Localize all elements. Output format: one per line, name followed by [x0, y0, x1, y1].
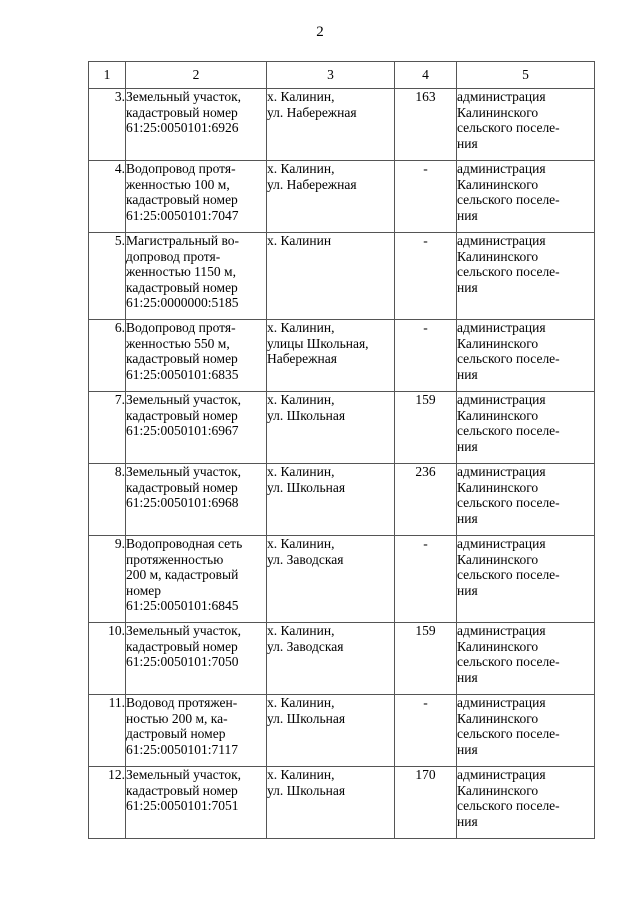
owner-line: Калининского: [457, 248, 539, 264]
address-line: ул. Школьная: [267, 782, 346, 798]
address-cell: [267, 320, 395, 392]
owner-cell: [457, 695, 595, 767]
page-number: 2: [316, 24, 324, 40]
object-name-line: Водовод протяжен-: [126, 695, 238, 710]
object-name-cell: [126, 89, 267, 161]
address-line: х. Калинин,: [267, 767, 335, 782]
address-line: ул. Школьная: [267, 479, 346, 495]
table-body: [89, 89, 595, 839]
owner-line: администрация: [457, 695, 546, 710]
object-name-cell: [126, 320, 267, 392]
object-name-cell: [126, 536, 267, 623]
object-name-line: 61:25:0050101:6968: [126, 495, 239, 511]
row-number: 3.: [89, 89, 126, 161]
object-name-cell: [126, 161, 267, 233]
owner-line: администрация: [457, 536, 546, 551]
object-name-line: Водопроводная сеть: [126, 536, 243, 551]
address-line: х. Калинин,: [267, 695, 335, 710]
object-name-cell: [126, 392, 267, 464]
address-cell: [267, 464, 395, 536]
address-line: ул. Заводская: [267, 551, 344, 567]
owner-line: сельского поселе-: [457, 351, 560, 367]
owner-line: сельского поселе-: [457, 264, 560, 280]
address-line: ул. Набережная: [267, 176, 357, 192]
table-row: [89, 320, 595, 392]
address-line: х. Калинин,: [267, 392, 335, 407]
owner-cell: [457, 464, 595, 536]
table-row: [89, 767, 595, 839]
owner-line: Калининского: [457, 710, 539, 726]
header-row: [89, 62, 595, 89]
table-row: [89, 695, 595, 767]
address-line: улицы Школьная,: [267, 335, 369, 351]
owner-line: сельского поселе-: [457, 567, 560, 583]
owner-line: ния: [457, 207, 478, 223]
address-line: ул. Школьная: [267, 710, 346, 726]
area-cell: -: [395, 233, 457, 320]
row-number: 8.: [89, 464, 126, 536]
owner-cell: [457, 89, 595, 161]
object-name-line: 61:25:0050101:7047: [126, 207, 239, 223]
owner-line: ния: [457, 741, 478, 757]
owner-line: Калининского: [457, 407, 539, 423]
owner-line: ния: [457, 279, 478, 295]
owner-line: Калининского: [457, 176, 539, 192]
object-name-cell: [126, 623, 267, 695]
row-number: 6.: [89, 320, 126, 392]
object-name-line: женностью 550 м,: [126, 335, 230, 351]
owner-line: Калининского: [457, 479, 539, 495]
column-header-5: 5: [457, 62, 595, 89]
object-name-line: допровод протя-: [126, 248, 221, 264]
owner-line: сельского поселе-: [457, 798, 560, 814]
row-number: 11.: [89, 695, 126, 767]
area-cell: 159: [395, 392, 457, 464]
row-number: 10.: [89, 623, 126, 695]
address-line: х. Калинин,: [267, 536, 335, 551]
object-name-line: ностью 200 м, ка-: [126, 710, 228, 726]
owner-line: администрация: [457, 623, 546, 638]
column-header-3: 3: [267, 62, 395, 89]
owner-line: Калининского: [457, 104, 539, 120]
owner-line: администрация: [457, 464, 546, 479]
address-line: ул. Школьная: [267, 407, 346, 423]
object-name-line: кадастровый номер: [126, 782, 238, 798]
object-name-line: женностью 1150 м,: [126, 264, 236, 280]
object-name-line: кадастровый номер: [126, 407, 238, 423]
object-name-cell: [126, 464, 267, 536]
address-cell: [267, 695, 395, 767]
owner-cell: [457, 161, 595, 233]
object-name-cell: [126, 767, 267, 839]
owner-cell: [457, 320, 595, 392]
owner-cell: [457, 623, 595, 695]
row-number: 9.: [89, 536, 126, 623]
object-name-line: 61:25:0000000:5185: [126, 295, 239, 311]
address-cell: [267, 89, 395, 161]
area-cell: -: [395, 695, 457, 767]
owner-cell: [457, 392, 595, 464]
area-cell: -: [395, 161, 457, 233]
object-name-line: Земельный участок,: [126, 464, 242, 479]
owner-line: администрация: [457, 161, 546, 176]
owner-line: Калининского: [457, 638, 539, 654]
address-line: х. Калинин,: [267, 320, 335, 335]
owner-cell: [457, 536, 595, 623]
address-line: Набережная: [267, 351, 337, 367]
object-name-line: дастровый номер: [126, 726, 226, 742]
address-line: ул. Набережная: [267, 104, 357, 120]
object-name-line: протяженностью: [126, 551, 224, 567]
area-cell: 236: [395, 464, 457, 536]
object-name-line: 200 м, кадастровый: [126, 567, 239, 583]
owner-line: ния: [457, 135, 478, 151]
owner-line: сельского поселе-: [457, 423, 560, 439]
property-registry-table: [88, 61, 595, 839]
object-name-line: кадастровый номер: [126, 279, 238, 295]
address-line: ул. Заводская: [267, 638, 344, 654]
object-name-line: 61:25:0050101:7050: [126, 654, 239, 670]
owner-line: сельского поселе-: [457, 120, 560, 136]
object-name-line: Земельный участок,: [126, 767, 242, 782]
owner-line: ния: [457, 669, 478, 685]
object-name-line: кадастровый номер: [126, 638, 238, 654]
owner-line: сельского поселе-: [457, 495, 560, 511]
object-name-line: кадастровый номер: [126, 351, 238, 367]
column-header-4: 4: [395, 62, 457, 89]
object-name-line: 61:25:0050101:6926: [126, 120, 239, 136]
owner-line: ния: [457, 813, 478, 829]
area-cell: 163: [395, 89, 457, 161]
table-row: [89, 623, 595, 695]
object-name-line: 61:25:0050101:6835: [126, 366, 239, 382]
address-cell: [267, 161, 395, 233]
column-header-1: 1: [89, 62, 126, 89]
object-name-cell: [126, 695, 267, 767]
area-cell: -: [395, 536, 457, 623]
owner-line: администрация: [457, 233, 546, 248]
owner-cell: [457, 233, 595, 320]
object-name-line: кадастровый номер: [126, 479, 238, 495]
owner-line: сельского поселе-: [457, 654, 560, 670]
owner-line: ния: [457, 366, 478, 382]
owner-line: администрация: [457, 89, 546, 104]
address-cell: [267, 536, 395, 623]
object-name-line: 61:25:0050101:7117: [126, 741, 239, 757]
area-cell: 170: [395, 767, 457, 839]
area-cell: 159: [395, 623, 457, 695]
object-name-line: Земельный участок,: [126, 89, 242, 104]
owner-line: администрация: [457, 767, 546, 782]
table-row: [89, 233, 595, 320]
object-name-line: Водопровод протя-: [126, 161, 236, 176]
address-line: х. Калинин,: [267, 161, 335, 176]
table-row: [89, 392, 595, 464]
area-cell: -: [395, 320, 457, 392]
object-name-line: Земельный участок,: [126, 623, 242, 638]
owner-line: Калининского: [457, 551, 539, 567]
owner-cell: [457, 767, 595, 839]
owner-line: ния: [457, 438, 478, 454]
object-name-line: 61:25:0050101:7051: [126, 798, 239, 814]
owner-line: Калининского: [457, 335, 539, 351]
address-line: х. Калинин,: [267, 623, 335, 638]
table-row: [89, 89, 595, 161]
row-number: 4.: [89, 161, 126, 233]
address-line: х. Калинин: [267, 233, 332, 248]
owner-line: ния: [457, 510, 478, 526]
object-name-line: женностью 100 м,: [126, 176, 230, 192]
table-row: [89, 161, 595, 233]
table-row: [89, 536, 595, 623]
address-cell: [267, 767, 395, 839]
object-name-line: Водопровод протя-: [126, 320, 236, 335]
address-line: х. Калинин,: [267, 89, 335, 104]
object-name-line: 61:25:0050101:6845: [126, 598, 239, 614]
column-header-2: 2: [126, 62, 267, 89]
object-name-line: кадастровый номер: [126, 192, 238, 208]
row-number: 12.: [89, 767, 126, 839]
object-name-line: 61:25:0050101:6967: [126, 423, 239, 439]
object-name-line: кадастровый номер: [126, 104, 238, 120]
object-name-line: номер: [126, 582, 162, 598]
table-row: [89, 464, 595, 536]
owner-line: администрация: [457, 320, 546, 335]
address-line: х. Калинин,: [267, 464, 335, 479]
owner-line: администрация: [457, 392, 546, 407]
object-name-line: Магистральный во-: [126, 233, 239, 248]
row-number: 5.: [89, 233, 126, 320]
owner-line: ния: [457, 582, 478, 598]
address-cell: [267, 233, 395, 320]
owner-line: сельского поселе-: [457, 192, 560, 208]
address-cell: [267, 623, 395, 695]
owner-line: сельского поселе-: [457, 726, 560, 742]
object-name-line: Земельный участок,: [126, 392, 242, 407]
row-number: 7.: [89, 392, 126, 464]
address-cell: [267, 392, 395, 464]
object-name-cell: [126, 233, 267, 320]
owner-line: Калининского: [457, 782, 539, 798]
